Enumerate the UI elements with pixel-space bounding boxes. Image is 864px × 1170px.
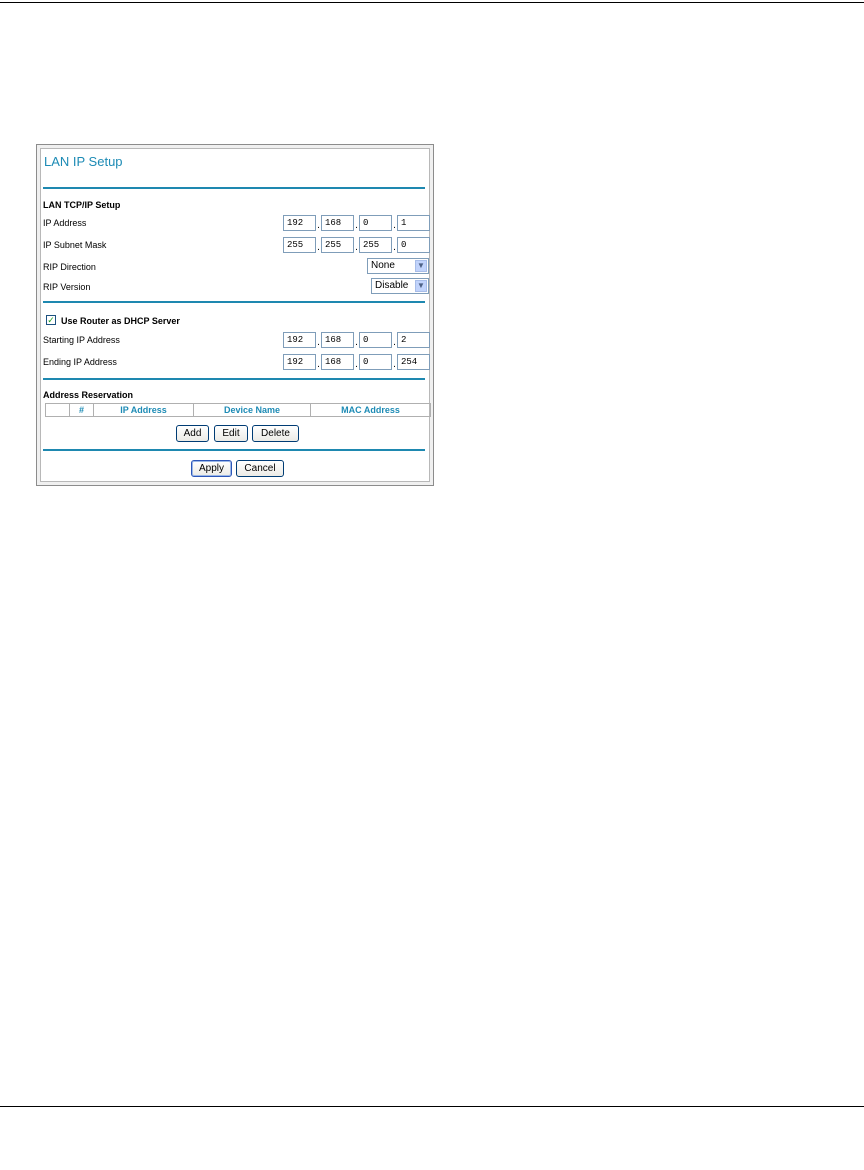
octet-separator: . (355, 337, 358, 348)
address-reservation-heading: Address Reservation (43, 390, 134, 400)
subnet-mask-octet-4[interactable]: 0 (397, 237, 430, 253)
ip-address-octet-3[interactable]: 0 (359, 215, 392, 231)
starting-ip-octet-2[interactable]: 168 (321, 332, 354, 348)
lan-ip-setup-panel (40, 148, 430, 482)
page-title: LAN IP Setup (44, 154, 123, 169)
dhcp-server-label: Use Router as DHCP Server (61, 316, 180, 326)
column-select (46, 404, 70, 416)
starting-ip-octet-3[interactable]: 0 (359, 332, 392, 348)
octet-separator: . (317, 359, 320, 370)
apply-button[interactable]: Apply (191, 460, 232, 477)
ip-address-octet-2[interactable]: 168 (321, 215, 354, 231)
ending-ip-octet-3[interactable]: 0 (359, 354, 392, 370)
title-divider (43, 187, 425, 189)
subnet-mask-field (283, 237, 430, 253)
column-number: # (70, 404, 94, 416)
chevron-down-icon[interactable]: ▼ (415, 260, 427, 272)
ip-address-field (283, 215, 430, 231)
ending-ip-octet-1[interactable]: 192 (283, 354, 316, 370)
octet-separator: . (317, 242, 320, 253)
starting-ip-octet-1[interactable]: 192 (283, 332, 316, 348)
ending-ip-octet-4[interactable]: 254 (397, 354, 430, 370)
subnet-mask-label: IP Subnet Mask (43, 240, 107, 250)
delete-button[interactable]: Delete (252, 425, 299, 442)
starting-ip-field (283, 332, 430, 348)
section-divider (43, 449, 425, 451)
dhcp-server-checkbox[interactable] (46, 315, 56, 325)
rip-direction-select[interactable] (367, 258, 429, 274)
subnet-mask-octet-3[interactable]: 255 (359, 237, 392, 253)
edit-button[interactable]: Edit (214, 425, 248, 442)
page-top-rule (0, 2, 864, 3)
rip-version-label: RIP Version (43, 282, 91, 292)
octet-separator: . (393, 337, 396, 348)
ending-ip-octet-2[interactable]: 168 (321, 354, 354, 370)
starting-ip-label: Starting IP Address (43, 335, 120, 345)
octet-separator: . (393, 242, 396, 253)
chevron-down-icon[interactable]: ▼ (415, 280, 427, 292)
octet-separator: . (317, 220, 320, 231)
ip-address-label: IP Address (43, 218, 87, 228)
starting-ip-octet-4[interactable]: 2 (397, 332, 430, 348)
lan-tcpip-heading: LAN TCP/IP Setup (43, 200, 121, 210)
ending-ip-label: Ending IP Address (43, 357, 117, 367)
section-divider (43, 301, 425, 303)
ending-ip-field (283, 354, 430, 370)
page-bottom-rule (0, 1106, 864, 1107)
octet-separator: . (355, 359, 358, 370)
column-mac-address: MAC Address (341, 405, 400, 415)
octet-separator: . (355, 220, 358, 231)
column-ip-address: IP Address (94, 404, 194, 416)
rip-direction-label: RIP Direction (43, 262, 96, 272)
octet-separator: . (393, 359, 396, 370)
column-device-name: Device Name (194, 404, 311, 416)
octet-separator: . (317, 337, 320, 348)
screenshot-frame (36, 144, 434, 486)
octet-separator: . (355, 242, 358, 253)
ip-address-octet-1[interactable]: 192 (283, 215, 316, 231)
octet-separator: . (393, 220, 396, 231)
section-divider (43, 378, 425, 380)
subnet-mask-octet-2[interactable]: 255 (321, 237, 354, 253)
cancel-button[interactable]: Cancel (236, 460, 284, 477)
rip-version-value: Disable (375, 280, 409, 291)
rip-direction-value: None (371, 260, 395, 271)
subnet-mask-octet-1[interactable]: 255 (283, 237, 316, 253)
reservation-table-header (45, 403, 431, 417)
rip-version-select[interactable] (371, 278, 429, 294)
ip-address-octet-4[interactable]: 1 (397, 215, 430, 231)
check-icon: ✓ (47, 315, 55, 325)
add-button[interactable]: Add (176, 425, 209, 442)
